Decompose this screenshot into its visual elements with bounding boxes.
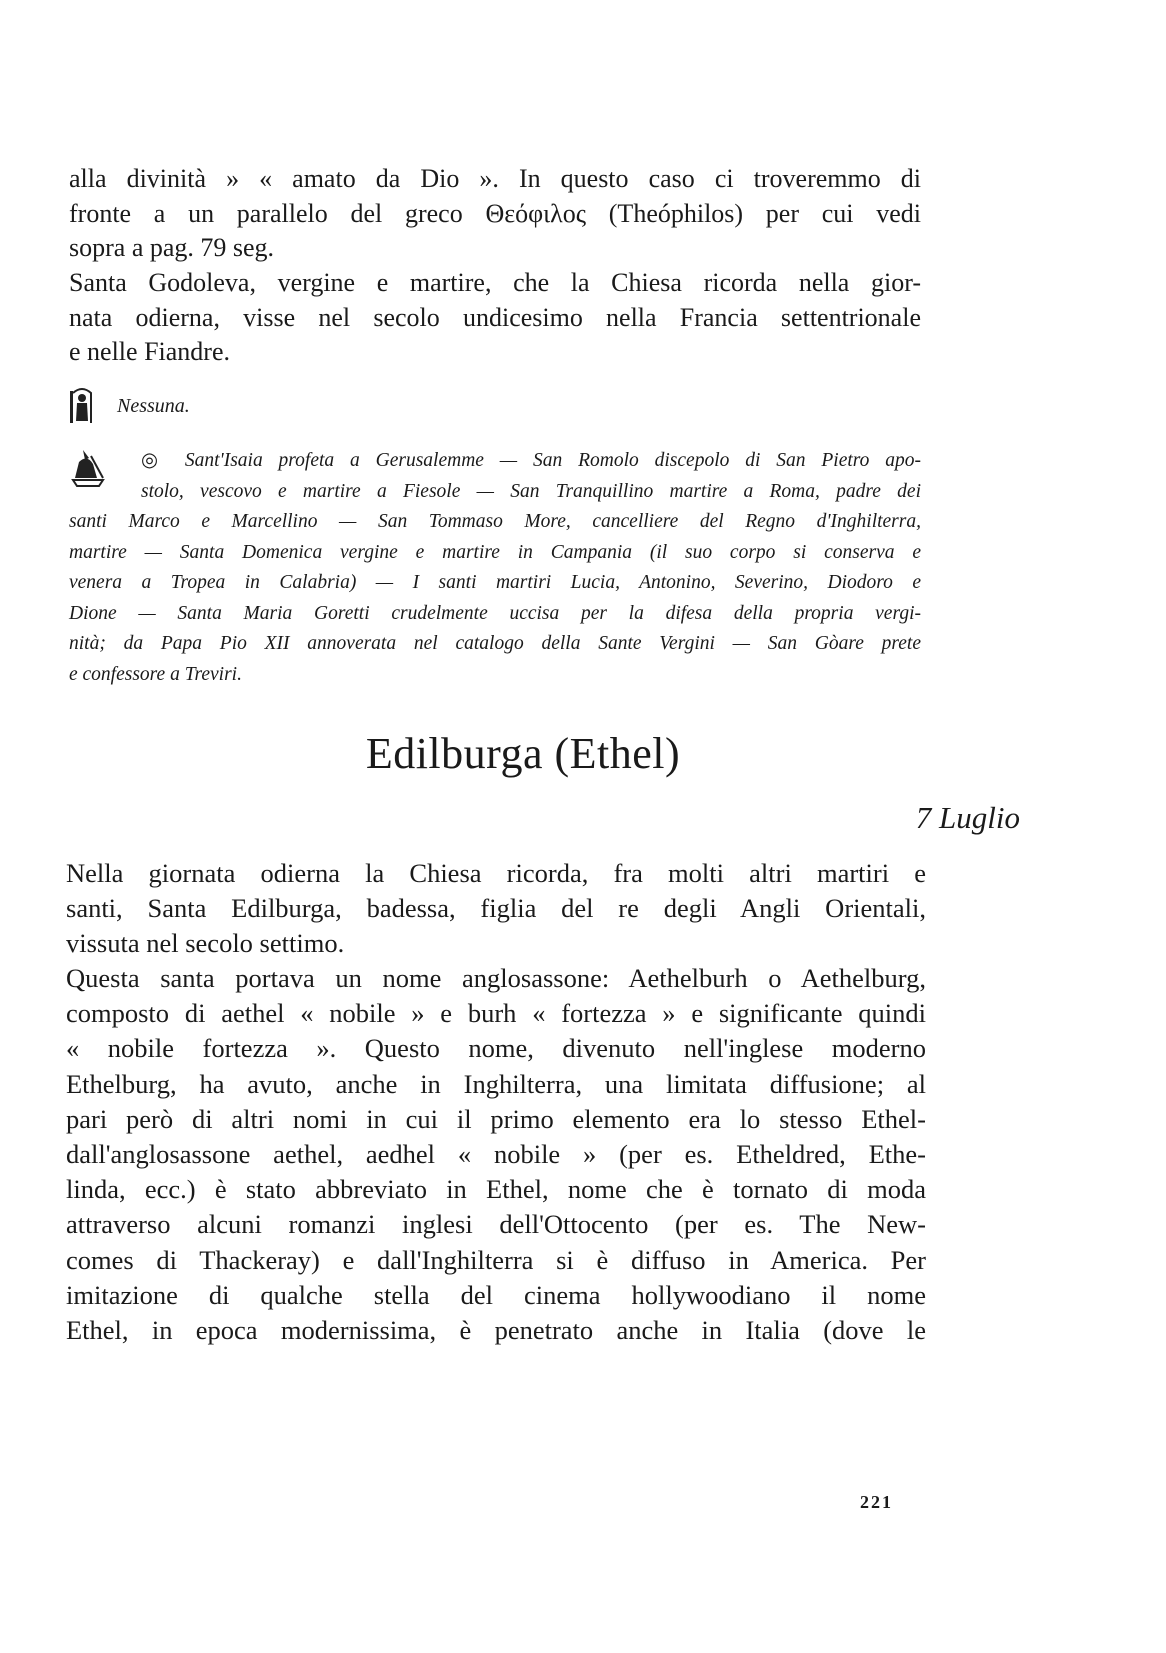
text-line: Nella giornata odierna la Chiesa ricorda, fra molti altri martiri e bbox=[66, 858, 926, 888]
text-line: nità; da Papa Pio XII annoverata nel catalogo della Sante Vergini — San Gòare prete bbox=[69, 633, 921, 654]
entry-date: 7 Luglio bbox=[915, 800, 1020, 835]
text-line: Santa Godoleva, vergine e martire, che la Chiesa ricorda nella gior- bbox=[69, 268, 921, 297]
text-line: venera a Tropea in Calabria) — I santi martiri Lucia, Antonino, Severino, Diodoro e bbox=[69, 572, 921, 593]
page-number: 221 bbox=[860, 1492, 893, 1512]
text-line: fronte a un parallelo del greco Θεόφιλος (Theóphilos) per cui vedi bbox=[69, 198, 921, 228]
edilburga-paragraph-2 bbox=[66, 961, 926, 1348]
text-line: e confessore a Treviri. bbox=[69, 663, 242, 685]
text-line: imitazione di qualche stella del cinema hollywoodiano il nome bbox=[66, 1279, 926, 1310]
saint-figure-icon bbox=[69, 385, 95, 430]
text-line: santi Marco e Marcellino — San Tommaso More, cancelliere del Regno d'Inghilterra, bbox=[69, 511, 921, 532]
text-line: nata odierna, visse nel secolo undicesimo nella Francia settentrionale bbox=[69, 302, 921, 332]
godoleva-paragraph bbox=[69, 266, 921, 370]
no-namesake-row bbox=[69, 385, 190, 430]
text-line: vissuta nel secolo settimo. bbox=[66, 928, 345, 958]
text-line: comes di Thackeray) e dall'Inghilterra si è diffuso in America. Per bbox=[66, 1244, 926, 1275]
edilburga-paragraph-1 bbox=[66, 856, 926, 961]
saints-of-the-day bbox=[69, 446, 921, 690]
text-line: pari però di altri nomi in cui il primo elemento era lo stesso Ethel- bbox=[66, 1103, 926, 1134]
text-line: « nobile fortezza ». Questo nome, divenuto nell'inglese moderno bbox=[66, 1033, 926, 1064]
text-line: ◎ Sant'Isaia profeta a Gerusalemme — San Romolo discepolo di San Pietro apo- bbox=[141, 450, 921, 471]
text-line: stolo, vescovo e martire a Fiesole — San Tranquillino martire a Roma, padre dei bbox=[141, 480, 921, 502]
text-line: sopra a pag. 79 seg. bbox=[69, 233, 275, 262]
text-line: santi, Santa Edilburga, badessa, figlia del re degli Angli Orientali, bbox=[66, 893, 926, 923]
text-line: martire — Santa Domenica vergine e martire in Campania (il suo corpo si conserva e bbox=[69, 541, 921, 563]
text-line: Ethelburg, ha avuto, anche in Inghilterra, una limitata diffusione; al bbox=[66, 1068, 926, 1099]
text-line: Dione — Santa Maria Goretti crudelmente uccisa per la difesa della propria vergi- bbox=[69, 602, 921, 624]
text-line: composto di aethel « nobile » e burh « fortezza » e significante quindi bbox=[66, 998, 926, 1029]
text-line: Ethel, in epoca modernissima, è penetrato anche in Italia (dove le bbox=[66, 1315, 926, 1346]
text-line: dall'anglosassone aethel, aedhel « nobile » (per es. Etheldred, Ethe- bbox=[66, 1139, 926, 1170]
text-line: linda, ecc.) è stato abbreviato in Ethel, nome che è tornato di moda bbox=[66, 1174, 926, 1205]
entry-title: Edilburga (Ethel) bbox=[365, 729, 681, 778]
text-line: e nelle Fiandre. bbox=[69, 337, 230, 366]
text-line: attraverso alcuni romanzi inglesi dell'Ottocento (per es. The New- bbox=[66, 1209, 926, 1240]
intro-paragraph bbox=[69, 162, 921, 266]
none-label: Nessuna. bbox=[117, 395, 190, 417]
text-line: alla divinità » « amato da Dio ». In questo caso ci troveremmo di bbox=[69, 164, 921, 193]
text-line: Questa santa portava un nome anglosassone: Aethelburh o Aethelburg, bbox=[66, 963, 926, 993]
